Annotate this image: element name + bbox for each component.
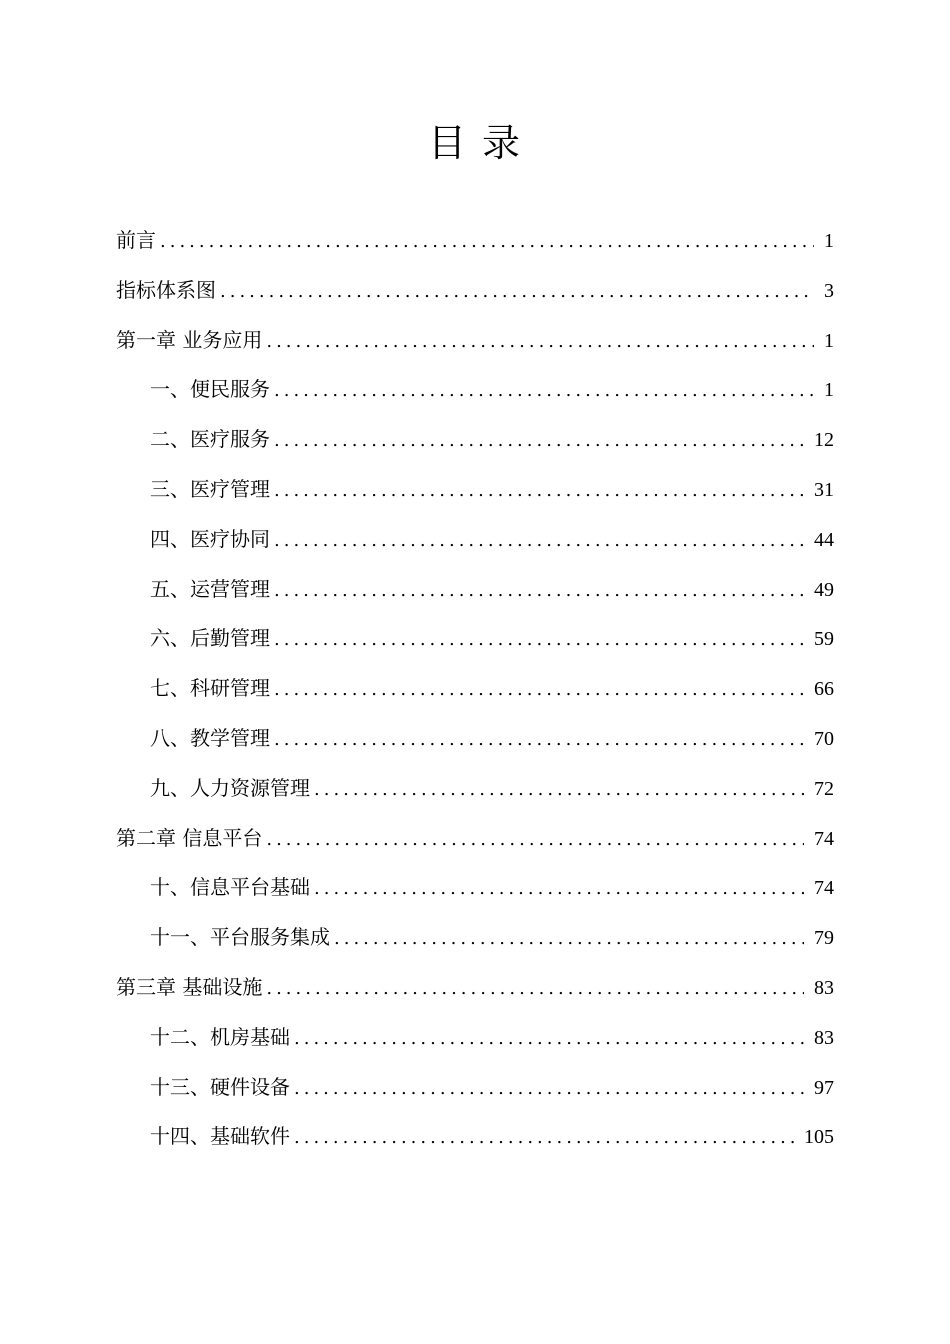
toc-entry-label: 十二、机房基础 [150, 1024, 290, 1049]
dot-leader [314, 765, 804, 815]
toc-entry-label: 前言 [116, 228, 156, 252]
table-of-contents [116, 216, 834, 1162]
toc-entry-section-12[interactable] [116, 1013, 834, 1063]
toc-entry-label: 指标体系图 [116, 277, 216, 302]
dot-leader [274, 416, 804, 466]
toc-entry-page: 1 [824, 230, 834, 252]
toc-entry-page: 83 [814, 976, 834, 999]
dot-leader [160, 217, 814, 267]
toc-entry-section-4[interactable] [116, 515, 834, 565]
dot-leader [274, 665, 804, 715]
toc-entry-page: 70 [814, 727, 834, 750]
toc-entry-label: 一、便民服务 [150, 377, 270, 402]
dot-leader [314, 864, 804, 914]
toc-entry-section-11[interactable] [116, 913, 834, 963]
toc-entry-page: 105 [804, 1126, 834, 1149]
toc-entry-label: 十、信息平台基础 [150, 875, 310, 900]
toc-entry-page: 74 [814, 827, 834, 850]
toc-entry-preface[interactable] [116, 216, 834, 266]
toc-entry-chapter-2[interactable] [116, 814, 834, 864]
toc-entry-page: 59 [814, 628, 834, 651]
toc-entry-chapter-1[interactable] [116, 316, 834, 366]
toc-entry-section-9[interactable] [116, 764, 834, 814]
dot-leader [266, 815, 804, 865]
toc-entry-section-13[interactable] [116, 1063, 834, 1113]
dot-leader [294, 1064, 804, 1114]
dot-leader [274, 615, 804, 665]
toc-entry-section-10[interactable] [116, 863, 834, 913]
toc-entry-page: 44 [814, 528, 834, 551]
toc-entry-label: 七、科研管理 [150, 676, 270, 701]
toc-entry-page: 79 [814, 927, 834, 950]
toc-entry-label: 八、教学管理 [150, 725, 270, 750]
toc-entry-page: 31 [814, 478, 834, 501]
toc-entry-section-7[interactable] [116, 664, 834, 714]
toc-entry-label: 第二章 信息平台 [116, 825, 263, 850]
toc-entry-label: 二、医疗服务 [150, 427, 270, 452]
toc-entry-section-1[interactable] [116, 365, 834, 415]
toc-entry-section-2[interactable] [116, 415, 834, 465]
dot-leader [220, 267, 814, 317]
toc-entry-indicator-diagram[interactable] [116, 266, 834, 316]
toc-entry-label: 四、医疗协同 [150, 526, 270, 551]
toc-entry-page: 83 [814, 1026, 834, 1049]
dot-leader [274, 715, 804, 765]
toc-entry-page: 3 [824, 279, 834, 302]
toc-entry-label: 三、医疗管理 [150, 476, 270, 501]
toc-entry-label: 十三、硬件设备 [150, 1074, 290, 1099]
toc-entry-section-8[interactable] [116, 714, 834, 764]
dot-leader [266, 964, 804, 1014]
toc-entry-label: 九、人力资源管理 [150, 775, 310, 800]
dot-leader [334, 914, 804, 964]
toc-entry-chapter-3[interactable] [116, 963, 834, 1013]
dot-leader [274, 366, 814, 416]
toc-entry-section-3[interactable] [116, 465, 834, 515]
toc-entry-page: 1 [824, 379, 834, 402]
dot-leader [266, 317, 814, 367]
toc-entry-label: 第三章 基础设施 [116, 974, 263, 999]
dot-leader [294, 1014, 804, 1064]
toc-entry-label: 第一章 业务应用 [116, 327, 263, 352]
dot-leader [294, 1113, 794, 1163]
toc-entry-page: 74 [814, 877, 834, 900]
toc-entry-section-14[interactable] [116, 1112, 834, 1162]
toc-entry-section-5[interactable] [116, 565, 834, 615]
toc-entry-section-6[interactable] [116, 614, 834, 664]
toc-entry-page: 66 [814, 678, 834, 701]
toc-entry-page: 12 [814, 429, 834, 452]
toc-entry-label: 六、后勤管理 [150, 626, 270, 651]
dot-leader [274, 466, 804, 516]
toc-entry-page: 1 [824, 329, 834, 352]
dot-leader [274, 516, 804, 566]
page-title: 目 录 [427, 121, 523, 165]
dot-leader [274, 566, 804, 616]
toc-entry-page: 97 [814, 1076, 834, 1099]
toc-entry-label: 十四、基础软件 [150, 1124, 290, 1149]
toc-entry-page: 49 [814, 578, 834, 601]
toc-entry-label: 十一、平台服务集成 [150, 925, 330, 950]
toc-entry-page: 72 [814, 777, 834, 800]
toc-entry-label: 五、运营管理 [150, 576, 270, 601]
